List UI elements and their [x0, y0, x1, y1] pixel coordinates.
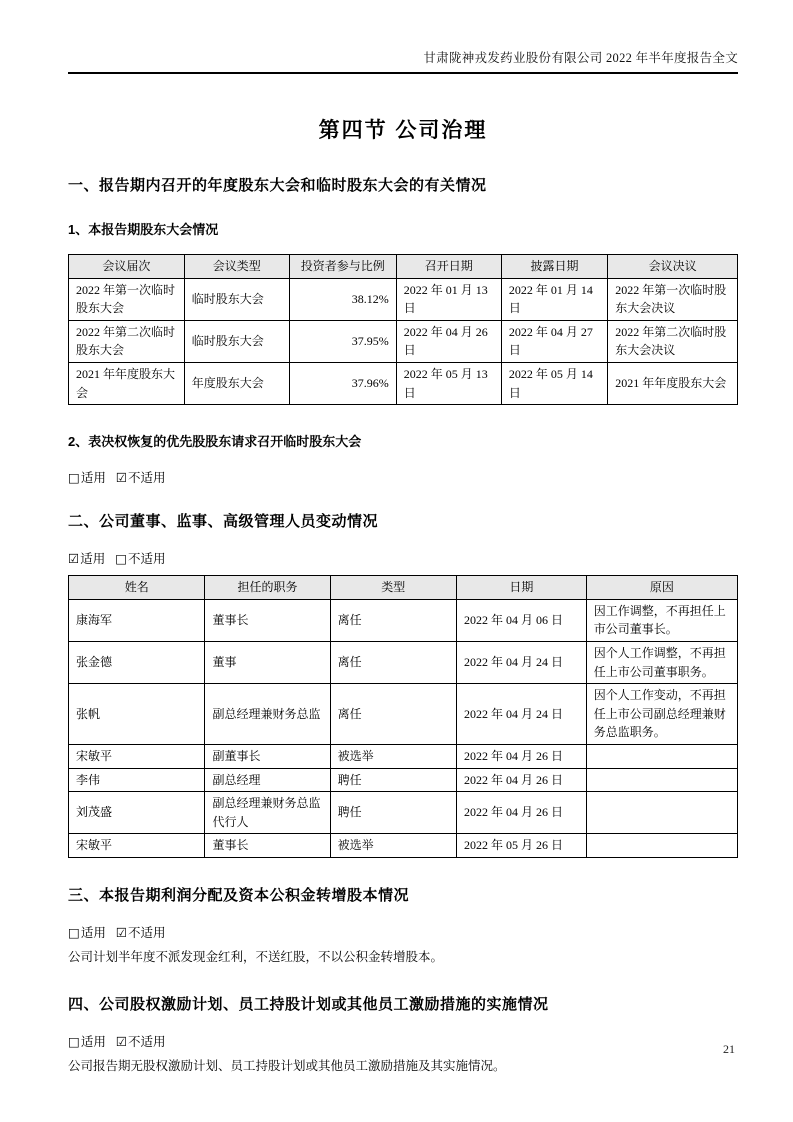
table-cell: 被选举 [330, 834, 456, 858]
checkbox-not-applicable [116, 1035, 166, 1049]
column-header: 召开日期 [396, 255, 501, 279]
table-cell: 董事长 [205, 599, 330, 641]
table-cell: 董事 [205, 641, 330, 683]
table-cell: 2022 年 04 月 26 日 [457, 792, 587, 834]
table-cell: 张金德 [69, 641, 205, 683]
table-header-row [69, 255, 738, 279]
column-header: 姓名 [69, 576, 205, 600]
table-cell: 离任 [330, 684, 456, 745]
table-row [69, 684, 738, 745]
checkbox-checked-icon: ☑ [115, 1033, 128, 1049]
column-header: 日期 [457, 576, 587, 600]
table-cell: 因个人工作调整，不再担任上市公司董事职务。 [586, 641, 737, 683]
column-header: 披露日期 [501, 255, 607, 279]
table-cell: 离任 [330, 599, 456, 641]
table-row [69, 362, 738, 404]
checkbox-label: 不适用 [128, 925, 166, 940]
checkbox-unchecked-icon: □ [115, 551, 128, 567]
section-1-sub-2-heading: 2、表决权恢复的优先股股东请求召开临时股东大会 [68, 434, 362, 450]
applicability-checkboxes [68, 549, 738, 567]
table-cell: 临时股东大会 [184, 278, 289, 320]
applicability-checkboxes [68, 468, 738, 486]
table-cell: 宋敏平 [69, 744, 205, 768]
table-cell: 2022 年 04 月 06 日 [457, 599, 587, 641]
column-header: 担任的职务 [205, 576, 330, 600]
table-cell: 2022 年 04 月 24 日 [457, 641, 587, 683]
table-cell [586, 768, 737, 792]
table-cell: 2022 年 04 月 24 日 [457, 684, 587, 745]
table-cell: 临时股东大会 [184, 320, 289, 362]
table-cell: 康海军 [69, 599, 205, 641]
section-4-note: 公司报告期无股权激励计划、员工持股计划或其他员工激励措施及其实施情况。 [68, 1058, 506, 1073]
table-cell: 2022 年 05 月 26 日 [457, 834, 587, 858]
table-cell: 被选举 [330, 744, 456, 768]
table-cell: 2022 年 01 月 13 日 [396, 278, 501, 320]
section-4-heading: 四、公司股权激励计划、员工持股计划或其他员工激励措施的实施情况 [68, 995, 549, 1013]
table-cell: 2022 年 01 月 14 日 [501, 278, 607, 320]
table-row [69, 320, 738, 362]
table-cell: 2022 年第二次临时股东大会 [69, 320, 185, 362]
table-cell: 因工作调整，不再担任上市公司董事长。 [586, 599, 737, 641]
checkbox-label: 不适用 [128, 552, 166, 567]
table-cell: 2021 年年度股东大会 [69, 362, 185, 404]
table-cell: 37.96% [289, 362, 396, 404]
table-cell: 聘任 [330, 792, 456, 834]
shareholder-meetings-table [68, 254, 738, 405]
table-cell [586, 834, 737, 858]
checkbox-not-applicable [116, 471, 166, 485]
checkbox-label: 不适用 [128, 1034, 166, 1049]
checkbox-unchecked-icon: □ [68, 470, 80, 486]
table-cell: 2022 年 04 月 26 日 [457, 744, 587, 768]
checkbox-applicable [68, 926, 106, 940]
column-header: 投资者参与比例 [289, 255, 396, 279]
checkbox-unchecked-icon: □ [68, 924, 80, 940]
section-1-sub-1-heading: 1、本报告期股东大会情况 [68, 222, 219, 237]
checkbox-label: 适用 [80, 471, 106, 486]
table-cell: 2022 年 05 月 14 日 [501, 362, 607, 404]
table-cell: 2022 年 05 月 13 日 [396, 362, 501, 404]
checkbox-applicable [68, 471, 106, 485]
table-row [69, 641, 738, 683]
applicability-checkboxes [68, 923, 738, 941]
table-row [69, 834, 738, 858]
section-3-heading: 三、本报告期利润分配及资本公积金转增股本情况 [68, 886, 410, 904]
table-row [69, 792, 738, 834]
checkbox-checked-icon: ☑ [68, 551, 80, 567]
table-cell: 聘任 [330, 768, 456, 792]
section-1-heading: 一、报告期内召开的年度股东大会和临时股东大会的有关情况 [68, 177, 487, 194]
table-row [69, 599, 738, 641]
section-2-heading: 二、公司董事、监事、高级管理人员变动情况 [68, 513, 379, 531]
column-header: 原因 [586, 576, 737, 600]
table-cell: 宋敏平 [69, 834, 205, 858]
checkbox-checked-icon: ☑ [115, 924, 128, 940]
checkbox-not-applicable [116, 926, 166, 940]
checkbox-label: 适用 [80, 552, 106, 567]
page-title: 第四节 公司治理 [318, 119, 488, 142]
management-changes-table [68, 575, 738, 858]
table-row [69, 768, 738, 792]
table-cell: 2022 年 04 月 26 日 [396, 320, 501, 362]
column-header: 会议类型 [184, 255, 289, 279]
table-cell: 张帆 [69, 684, 205, 745]
checkbox-label: 适用 [80, 925, 106, 940]
checkbox-not-applicable [115, 552, 165, 566]
table-cell: 董事长 [205, 834, 330, 858]
table-cell: 年度股东大会 [184, 362, 289, 404]
checkbox-checked-icon: ☑ [115, 470, 128, 486]
checkbox-applicable [68, 552, 105, 566]
table-cell: 刘茂盛 [69, 792, 205, 834]
table-row [69, 744, 738, 768]
table-row [69, 278, 738, 320]
applicability-checkboxes [68, 1032, 738, 1050]
table-cell: 副总经理兼财务总监代行人 [205, 792, 330, 834]
checkbox-label: 不适用 [128, 471, 166, 486]
table-cell: 离任 [330, 641, 456, 683]
column-header: 类型 [330, 576, 456, 600]
table-cell: 因个人工作变动，不再担任上市公司副总经理兼财务总监职务。 [586, 684, 737, 745]
column-header: 会议届次 [69, 255, 185, 279]
table-cell: 2022 年第一次临时股东大会决议 [608, 278, 738, 320]
table-cell: 李伟 [69, 768, 205, 792]
table-cell: 2022 年第二次临时股东大会决议 [608, 320, 738, 362]
checkbox-unchecked-icon: □ [68, 1033, 80, 1049]
table-cell: 37.95% [289, 320, 396, 362]
checkbox-applicable [68, 1035, 106, 1049]
table-cell: 2022 年第一次临时股东大会 [69, 278, 185, 320]
table-cell: 副总经理 [205, 768, 330, 792]
table-cell: 副董事长 [205, 744, 330, 768]
section-3-note: 公司计划半年度不派发现金红利，不送红股，不以公积金转增股本。 [68, 949, 444, 964]
checkbox-label: 适用 [80, 1034, 106, 1049]
header-divider [68, 72, 738, 74]
table-cell [586, 792, 737, 834]
page-number: 21 [723, 1042, 735, 1056]
table-cell: 38.12% [289, 278, 396, 320]
table-cell: 副总经理兼财务总监 [205, 684, 330, 745]
table-cell: 2022 年 04 月 26 日 [457, 768, 587, 792]
report-header-text: 甘肃陇神戎发药业股份有限公司 2022 年半年度报告全文 [423, 51, 738, 65]
column-header: 会议决议 [608, 255, 738, 279]
table-header-row [69, 576, 738, 600]
table-cell [586, 744, 737, 768]
table-cell: 2021 年年度股东大会 [608, 362, 738, 404]
table-cell: 2022 年 04 月 27 日 [501, 320, 607, 362]
